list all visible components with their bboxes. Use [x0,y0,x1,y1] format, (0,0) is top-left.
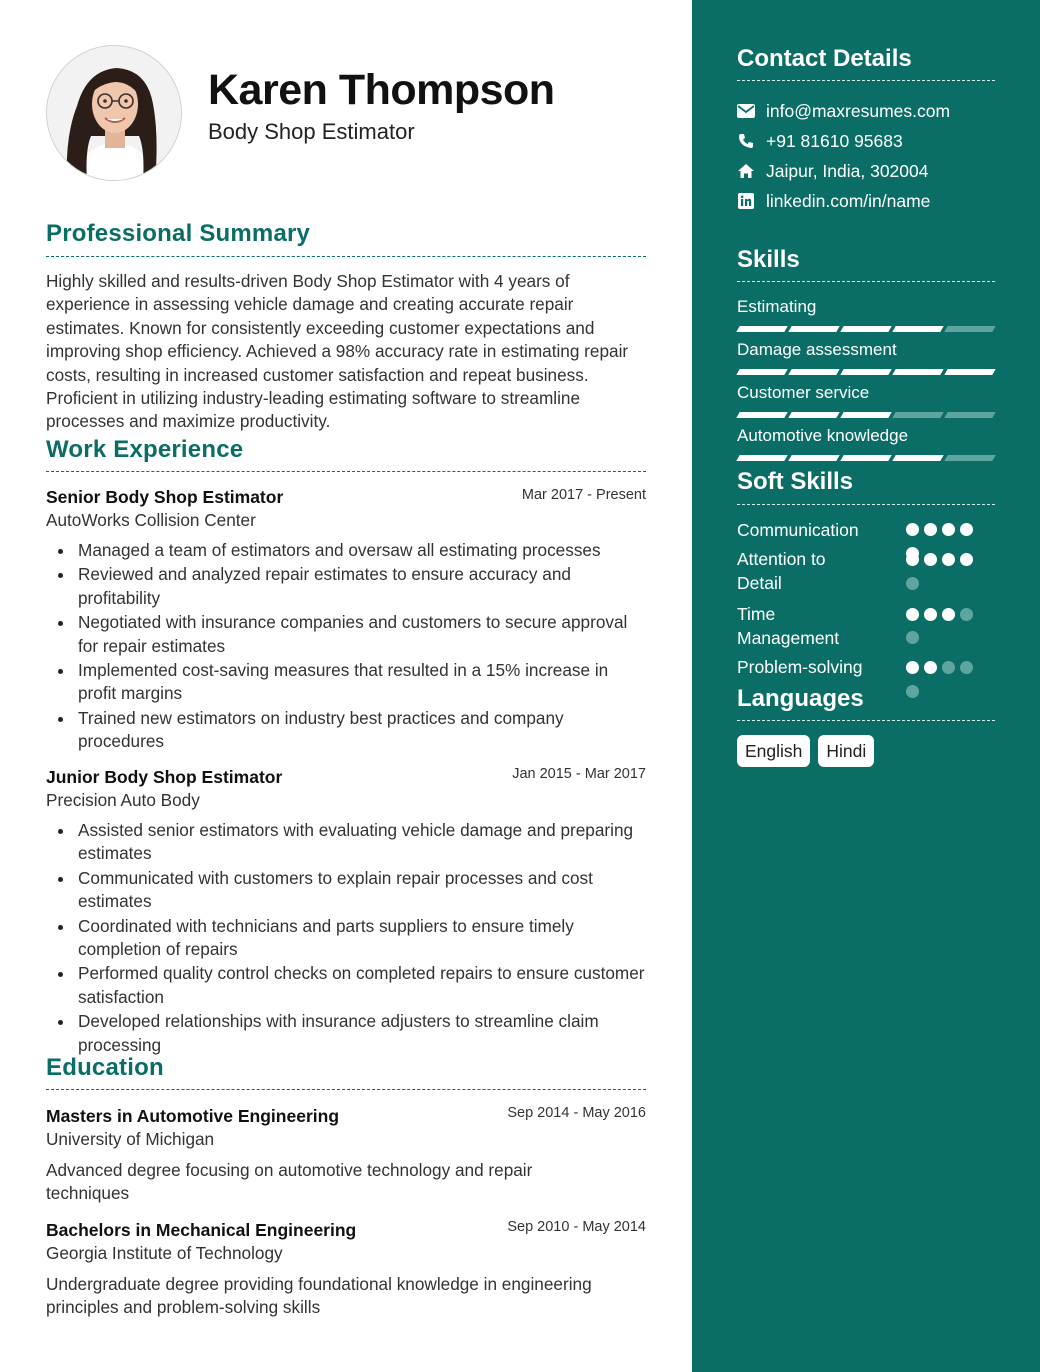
experience-heading: Work Experience [46,436,244,463]
soft-skill-dot [924,523,937,536]
job-title: Junior Body Shop Estimator [46,767,283,787]
skill-level-segment [840,369,891,375]
skill-level-bar [738,455,994,461]
linkedin-icon [737,192,755,210]
list-item: Coordinated with technicians and parts suppliers to ensure timely completion of repairs [46,915,646,962]
job-company: Precision Auto Body [46,790,200,810]
skill-name: Automotive knowledge [737,426,909,445]
skill-name: Damage assessment [737,340,897,359]
skill-level-segment [840,412,891,418]
contact-text: Jaipur, India, 302004 [766,160,929,181]
soft-skill-dot [960,661,973,674]
degree-date: Sep 2010 - May 2014 [507,1219,646,1235]
job-bullets [46,819,646,1058]
list-item: Communicated with customers to explain repair processes and cost estimates [46,867,646,914]
job-bullets [46,539,646,755]
education-heading: Education [46,1054,164,1081]
soft-skill-dots [906,661,973,674]
soft-skill-dots [906,608,973,621]
section-divider [46,256,646,257]
contact-email[interactable] [737,100,950,122]
skill-level-segment [736,326,787,332]
dot-overflow [906,577,919,590]
skill-level-segment [788,369,839,375]
contact-heading: Contact Details [737,45,912,72]
job-title: Senior Body Shop Estimator [46,487,284,507]
skill-level-segment [892,326,943,332]
skill-level-segment [788,326,839,332]
skill-level-segment [736,369,787,375]
profile-photo [46,45,182,181]
section-divider [737,504,995,505]
section-divider [737,281,995,282]
school-name: University of Michigan [46,1129,215,1149]
section-divider [737,720,995,721]
dot-overflow [906,631,919,644]
list-item: Reviewed and analyzed repair estimates to ensure accuracy and profitability [46,563,646,610]
skill-level-segment [788,412,839,418]
skill-level-segment [840,455,891,461]
skill-level-bar [738,369,994,375]
profile-photo-illustration [47,46,182,181]
sidebar [692,0,1040,1372]
skill-level-bar [738,412,994,418]
skill-level-segment [892,412,943,418]
contact-phone[interactable] [737,130,903,152]
degree-title: Masters in Automotive Engineering [46,1106,340,1126]
soft-skills-heading: Soft Skills [737,468,854,495]
section-divider [46,1089,646,1090]
soft-skill-dot [942,553,955,566]
dot-overflow [906,685,919,698]
degree-description: Undergraduate degree providing foundational knowledge in engineering principles and problem-solving skills [46,1274,592,1318]
list-item: Implemented cost-saving measures that resulted in a 15% increase in profit margins [46,659,646,706]
skill-level-segment [736,412,787,418]
soft-skill-name: Time Management [737,604,840,648]
contact-text: info@maxresumes.com [766,100,951,121]
list-item: Developed relationships with insurance adjusters to streamline claim processing [46,1010,646,1057]
language-tags [737,735,874,767]
contact-linkedin[interactable] [737,190,930,212]
soft-skill-dot [906,608,919,621]
candidate-name: Karen Thompson [208,66,555,114]
soft-skill-dot [924,553,937,566]
soft-skill-dot [960,553,973,566]
school-name: Georgia Institute of Technology [46,1243,283,1263]
job-date: Mar 2017 - Present [521,487,646,503]
skill-level-segment [944,455,995,461]
soft-skill-dot [960,608,973,621]
list-item: Trained new estimators on industry best practices and company procedures [46,707,646,754]
candidate-title: Body Shop Estimator [208,119,415,144]
job-company: AutoWorks Collision Center [46,510,256,530]
skill-level-segment [736,455,787,461]
skill-level-segment [892,455,943,461]
skill-level-segment [892,369,943,375]
soft-skill-dot [906,523,919,536]
degree-description: Advanced degree focusing on automotive technology and repair techniques [46,1160,533,1204]
skill-level-segment [944,369,995,375]
soft-skill-dot [906,661,919,674]
section-divider [46,471,646,472]
language-tag: Hindi [818,735,874,767]
skill-name: Estimating [737,297,817,316]
skill-level-bar [738,326,994,332]
section-divider [737,80,995,81]
home-icon [737,162,755,180]
degree-date: Sep 2014 - May 2016 [507,1105,646,1121]
phone-icon [737,132,755,150]
contact-text: linkedin.com/in/name [766,190,931,211]
summary-text: Highly skilled and results-driven Body Shop Estimator with 4 years of experience in assessing vehicle damage and creating accurate repair estimates. Known for consistently exceeding customer expectations and improving shop efficiency. Achieved a 98% accuracy rate in estimating repair costs, resulting in increased customer satisfaction and repeat business. Proficient in utilizing industry-leading estimating software to streamline processes and maximize productivity. [46,271,629,432]
soft-skill-dot [924,608,937,621]
degree-title: Bachelors in Mechanical Engineering [46,1220,357,1240]
soft-skill-name: Problem-solving [737,657,863,677]
list-item: Managed a team of estimators and oversaw all estimating processes [46,539,646,562]
skill-level-segment [944,412,995,418]
job-date: Jan 2015 - Mar 2017 [512,766,646,782]
skills-heading: Skills [737,246,800,273]
skill-level-segment [788,455,839,461]
soft-skill-dot [942,661,955,674]
soft-skill-name: Attention to Detail [737,549,826,593]
languages-heading: Languages [737,685,864,712]
list-item: Negotiated with insurance companies and customers to secure approval for repair estimates [46,611,646,658]
soft-skill-dot [942,523,955,536]
summary-heading: Professional Summary [46,220,311,247]
list-item: Assisted senior estimators with evaluating vehicle damage and preparing estimates [46,819,646,866]
skill-level-segment [840,326,891,332]
contact-text: +91 81610 95683 [766,130,903,151]
soft-skill-dot [924,661,937,674]
soft-skill-dots [906,523,973,536]
list-item: Performed quality control checks on completed repairs to ensure customer satisfaction [46,962,646,1009]
skill-name: Customer service [737,383,870,402]
dot-overflow [906,547,919,560]
contact-address [737,160,929,182]
soft-skill-dot [960,523,973,536]
envelope-icon [737,102,755,120]
skill-level-segment [944,326,995,332]
soft-skill-name: Communication [737,520,859,540]
language-tag: English [737,735,810,767]
soft-skill-dot [942,608,955,621]
